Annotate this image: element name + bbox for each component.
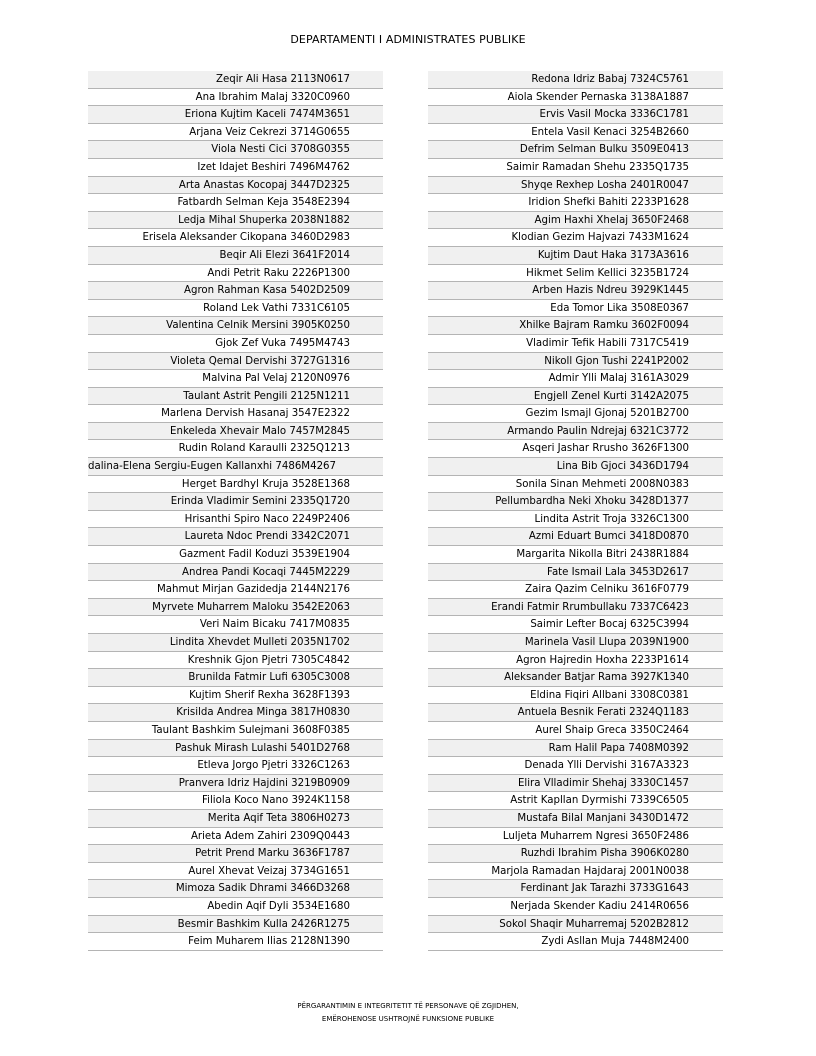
- list-row: Abedin Aqif Dyli 3534E1680: [88, 898, 383, 916]
- list-row: Fatbardh Selman Keja 3548E2394: [88, 194, 383, 212]
- footer-line-1: PËRGARANTIMIN E INTEGRITETIT TË PERSONAVE QË ZGJIDHEN,: [297, 1002, 519, 1010]
- list-row: Kreshnik Gjon Pjetri 7305C4842: [88, 652, 383, 670]
- list-row: Ram Halil Papa 7408M0392: [428, 740, 723, 758]
- list-row: Herget Bardhyl Kruja 3528E1368: [88, 476, 383, 494]
- list-row: Ledja Mihal Shuperka 2038N1882: [88, 212, 383, 230]
- list-row: Eldina Fiqiri Allbani 3308C0381: [428, 687, 723, 705]
- list-row: Roland Lek Vathi 7331C6105: [88, 300, 383, 318]
- list-row: Zydi Asllan Muja 7448M2400: [428, 933, 723, 951]
- footer: [0, 1000, 816, 1026]
- list-row: Marjola Ramadan Hajdaraj 2001N0038: [428, 863, 723, 881]
- list-row: Andi Petrit Raku 2226P1300: [88, 265, 383, 283]
- list-row: Izet Idajet Beshiri 7496M4762: [88, 159, 383, 177]
- right-name-list: [428, 71, 723, 951]
- list-row: Viola Nesti Cici 3708G0355: [88, 141, 383, 159]
- list-row: Lina Bib Gjoci 3436D1794: [428, 458, 723, 476]
- list-row: Arjana Veiz Cekrezi 3714G0655: [88, 124, 383, 142]
- list-row: Erandi Fatmir Rrumbullaku 7337C6423: [428, 599, 723, 617]
- list-row: Denada Ylli Dervishi 3167A3323: [428, 757, 723, 775]
- list-row: Taulant Bashkim Sulejmani 3608F0385: [88, 722, 383, 740]
- page-title: DEPARTAMENTI I ADMINISTRATES PUBLIKE: [290, 33, 526, 46]
- list-row: Zaira Qazim Celniku 3616F0779: [428, 581, 723, 599]
- list-row: Lindita Xhevdet Mulleti 2035N1702: [88, 634, 383, 652]
- list-row: Zeqir Ali Hasa 2113N0617: [88, 71, 383, 89]
- list-row: Aiola Skender Pernaska 3138A1887: [428, 89, 723, 107]
- list-row: Nikoll Gjon Tushi 2241P2002: [428, 353, 723, 371]
- list-row: Andrea Pandi Kocaqi 7445M2229: [88, 564, 383, 582]
- list-row: Eda Tomor Lika 3508E0367: [428, 300, 723, 318]
- list-row: Laureta Ndoc Prendi 3342C2071: [88, 528, 383, 546]
- list-row: Lindita Astrit Troja 3326C1300: [428, 511, 723, 529]
- list-row: Shyqe Rexhep Losha 2401R0047: [428, 177, 723, 195]
- list-row: Valentina Celnik Mersini 3905K0250: [88, 317, 383, 335]
- list-row: Fate Ismail Lala 3453D2617: [428, 564, 723, 582]
- left-name-list: [88, 71, 383, 951]
- list-row: Mimoza Sadik Dhrami 3466D3268: [88, 880, 383, 898]
- list-row: Pashuk Mirash Lulashi 5401D2768: [88, 740, 383, 758]
- list-row: Elira Vlladimir Shehaj 3330C1457: [428, 775, 723, 793]
- list-row: Merita Aqif Teta 3806H0273: [88, 810, 383, 828]
- list-row: Besmir Bashkim Kulla 2426R1275: [88, 916, 383, 934]
- list-row: Arieta Adem Zahiri 2309Q0443: [88, 828, 383, 846]
- list-row: Klodian Gezim Hajvazi 7433M1624: [428, 229, 723, 247]
- list-row: Erisela Aleksander Cikopana 3460D2983: [88, 229, 383, 247]
- list-row: Redona Idriz Babaj 7324C5761: [428, 71, 723, 89]
- list-row: Aurel Xhevat Veizaj 3734G1651: [88, 863, 383, 881]
- list-row: Arta Anastas Kocopaj 3447D2325: [88, 177, 383, 195]
- list-row: Admir Ylli Malaj 3161A3029: [428, 370, 723, 388]
- list-row: Feim Muharem Ilias 2128N1390: [88, 933, 383, 951]
- list-row: Iridion Shefki Bahiti 2233P1628: [428, 194, 723, 212]
- list-row: Saimir Ramadan Shehu 2335Q1735: [428, 159, 723, 177]
- list-row: Defrim Selman Bulku 3509E0413: [428, 141, 723, 159]
- list-row: Malvina Pal Velaj 2120N0976: [88, 370, 383, 388]
- list-row: Sokol Shaqir Muharremaj 5202B2812: [428, 916, 723, 934]
- list-row: Marlena Dervish Hasanaj 3547E2322: [88, 405, 383, 423]
- list-row: Asqeri Jashar Rrusho 3626F1300: [428, 440, 723, 458]
- list-row: Armando Paulin Ndrejaj 6321C3772: [428, 423, 723, 441]
- list-row: Rudin Roland Karaulli 2325Q1213: [88, 440, 383, 458]
- list-row: Veri Naim Bicaku 7417M0835: [88, 616, 383, 634]
- list-row: Entela Vasil Kenaci 3254B2660: [428, 124, 723, 142]
- list-row: Filiola Koco Nano 3924K1158: [88, 792, 383, 810]
- list-row: Kujtim Sherif Rexha 3628F1393: [88, 687, 383, 705]
- list-row: Ferdinant Jak Tarazhi 3733G1643: [428, 880, 723, 898]
- list-row: Taulant Astrit Pengili 2125N1211: [88, 388, 383, 406]
- list-row: Astrit Kapllan Dyrmishi 7339C6505: [428, 792, 723, 810]
- list-row: Kujtim Daut Haka 3173A3616: [428, 247, 723, 265]
- list-row: Hikmet Selim Kellici 3235B1724: [428, 265, 723, 283]
- list-row: Gjok Zef Vuka 7495M4743: [88, 335, 383, 353]
- list-row: Brunilda Fatmir Lufi 6305C3008: [88, 669, 383, 687]
- list-row: Saimir Lefter Bocaj 6325C3994: [428, 616, 723, 634]
- list-row: Marinela Vasil Llupa 2039N1900: [428, 634, 723, 652]
- list-row: Etleva Jorgo Pjetri 3326C1263: [88, 757, 383, 775]
- list-row: Violeta Qemal Dervishi 3727G1316: [88, 353, 383, 371]
- list-row: Ana Ibrahim Malaj 3320C0960: [88, 89, 383, 107]
- list-row: Arben Hazis Ndreu 3929K1445: [428, 282, 723, 300]
- list-row: dalina-Elena Sergiu-Eugen Kallanxhi 7486M4267: [88, 458, 383, 476]
- list-row: Antuela Besnik Ferati 2324Q1183: [428, 704, 723, 722]
- list-row: Gezim Ismajl Gjonaj 5201B2700: [428, 405, 723, 423]
- list-row: Mahmut Mirjan Gazidedja 2144N2176: [88, 581, 383, 599]
- list-row: Aurel Shaip Greca 3350C2464: [428, 722, 723, 740]
- footer-line-2: EMËROHENOSE USHTROJNË FUNKSIONE PUBLIKE: [321, 1015, 495, 1023]
- list-row: Agim Haxhi Xhelaj 3650F2468: [428, 212, 723, 230]
- list-row: Aleksander Batjar Rama 3927K1340: [428, 669, 723, 687]
- list-row: Nerjada Skender Kadiu 2414R0656: [428, 898, 723, 916]
- list-row: Xhilke Bajram Ramku 3602F0094: [428, 317, 723, 335]
- list-row: Myrvete Muharrem Maloku 3542E2063: [88, 599, 383, 617]
- list-row: Gazment Fadil Koduzi 3539E1904: [88, 546, 383, 564]
- list-row: Luljeta Muharrem Ngresi 3650F2486: [428, 828, 723, 846]
- list-row: Krisilda Andrea Minga 3817H0830: [88, 704, 383, 722]
- list-row: Margarita Nikolla Bitri 2438R1884: [428, 546, 723, 564]
- list-row: Sonila Sinan Mehmeti 2008N0383: [428, 476, 723, 494]
- list-row: Beqir Ali Elezi 3641F2014: [88, 247, 383, 265]
- list-row: Enkeleda Xhevair Malo 7457M2845: [88, 423, 383, 441]
- list-row: Erinda Vladimir Semini 2335Q1720: [88, 493, 383, 511]
- list-row: Pranvera Idriz Hajdini 3219B0909: [88, 775, 383, 793]
- list-row: Ruzhdi Ibrahim Pisha 3906K0280: [428, 845, 723, 863]
- list-row: Pellumbardha Neki Xhoku 3428D1377: [428, 493, 723, 511]
- list-row: Azmi Eduart Bumci 3418D0870: [428, 528, 723, 546]
- list-row: Eriona Kujtim Kaceli 7474M3651: [88, 106, 383, 124]
- list-row: Agron Hajredin Hoxha 2233P1614: [428, 652, 723, 670]
- list-row: Ervis Vasil Mocka 3336C1781: [428, 106, 723, 124]
- list-row: Petrit Prend Marku 3636F1787: [88, 845, 383, 863]
- list-row: Agron Rahman Kasa 5402D2509: [88, 282, 383, 300]
- list-row: Hrisanthi Spiro Naco 2249P2406: [88, 511, 383, 529]
- list-row: Engjell Zenel Kurti 3142A2075: [428, 388, 723, 406]
- list-row: Mustafa Bilal Manjani 3430D1472: [428, 810, 723, 828]
- list-row: Vladimir Tefik Habili 7317C5419: [428, 335, 723, 353]
